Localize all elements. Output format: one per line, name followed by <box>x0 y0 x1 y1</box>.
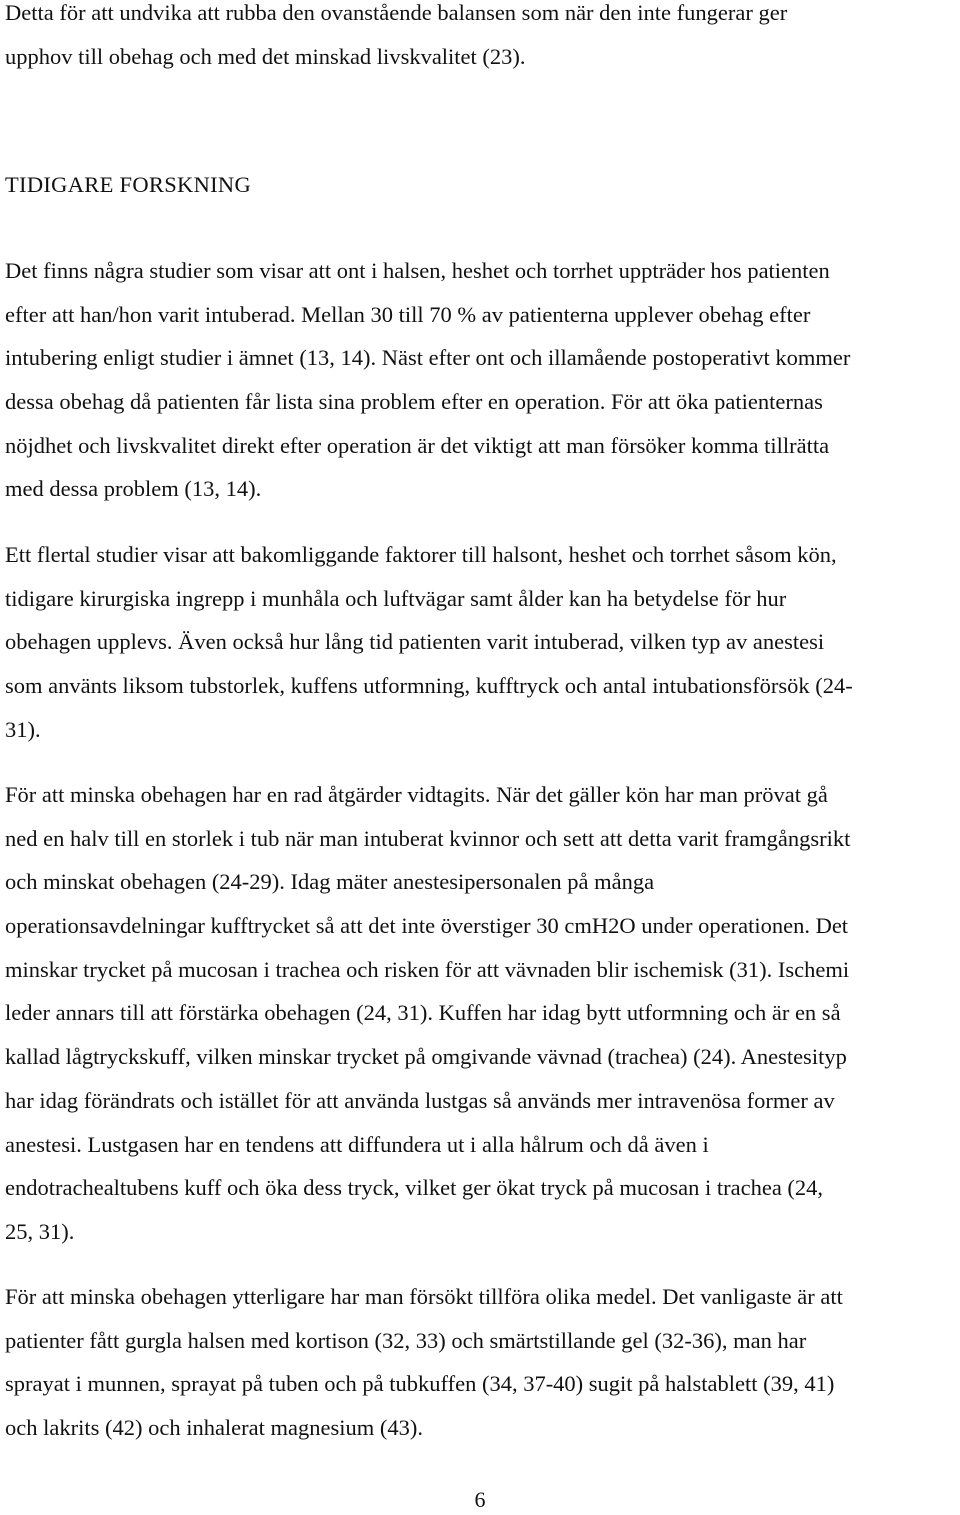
text-line: har idag förändrats och istället för att använda lustgas så används mer intravenösa former av <box>5 1087 835 1113</box>
text-line: patienter fått gurgla halsen med kortison (32, 33) och smärtstillande gel (32-36), man har <box>5 1327 807 1353</box>
text-line: efter att han/hon varit intuberad. Mellan 30 till 70 % av patienterna upplever obehag efter <box>5 301 811 327</box>
text-line: och lakrits (42) och inhalerat magnesium (43). <box>5 1415 423 1441</box>
text-line: obehagen upplevs. Även också hur lång tid patienten varit intuberad, vilken typ av anestesi <box>5 629 825 655</box>
text-line: upphov till obehag och med det minskad livskvalitet (23). <box>5 43 526 69</box>
text-line: Ett flertal studier visar att bakomliggande faktorer till halsont, heshet och torrhet såsom kön, <box>5 542 837 567</box>
text-line: ned en halv till en storlek i tub när man intuberat kvinnor och sett att detta varit framgångsrikt <box>5 825 851 851</box>
text-line: dessa obehag då patienten får lista sina problem efter en operation. För att öka patienternas <box>5 389 823 415</box>
text-line: operationsavdelningar kufftrycket så att det inte överstiger 30 cmH2O under operationen. Det <box>5 913 849 939</box>
page-number: 6 <box>474 1487 486 1512</box>
intro-paragraph <box>5 0 957 78</box>
text-line: som använts liksom tubstorlek, kuffens utformning, kufftryck och antal intubationsförsök (24- <box>5 673 853 699</box>
text-line: För att minska obehagen ytterligare har man försökt tillföra olika medel. Det vanligaste är att <box>5 1284 843 1309</box>
paragraph-4 <box>5 1275 957 1450</box>
text-line: nöjdhet och livskvalitet direkt efter operation är det viktigt att man försöker komma tillrätta <box>5 432 830 458</box>
text-line: och minskat obehagen (24-29). Idag mäter anestesipersonalen på många <box>5 869 655 895</box>
text-line: endotrachealtubens kuff och öka dess tryck, vilket ger ökat tryck på mucosan i trachea (24, <box>5 1175 824 1201</box>
paragraph-1 <box>5 249 957 511</box>
text-line: anestesi. Lustgasen har en tendens att diffundera ut i alla hålrum och då även i <box>5 1131 709 1157</box>
text-line: med dessa problem (13, 14). <box>5 476 262 502</box>
text-line: kallad lågtryckskuff, vilken minskar trycket på omgivande vävnad (trachea) (24). Anestesityp <box>5 1044 847 1070</box>
text-line: För att minska obehagen har en rad åtgärder vidtagits. När det gäller kön har man prövat gå <box>5 782 828 807</box>
text-line: 25, 31). <box>5 1218 75 1244</box>
text-line: Detta för att undvika att rubba den ovanstående balansen som när den inte fungerar ger <box>5 0 788 25</box>
paragraph-2 <box>5 533 957 751</box>
text-line: Det finns några studier som visar att ont i halsen, heshet och torrhet uppträder hos patienten <box>5 258 830 283</box>
section-heading: TIDIGARE FORSKNING <box>5 172 252 197</box>
text-line: 31). <box>5 716 41 742</box>
text-line: tidigare kirurgiska ingrepp i munhåla och luftvägar samt ålder kan ha betydelse för hur <box>5 585 787 611</box>
text-line: intubering enligt studier i ämnet (13, 14). Näst efter ont och illamående postoperativt kommer <box>5 345 851 371</box>
paragraph-3 <box>5 773 957 1254</box>
text-line: sprayat i munnen, sprayat på tuben och på tubkuffen (34, 37-40) sugit på halstablett (39, 41) <box>5 1371 835 1397</box>
text-line: minskar trycket på mucosan i trachea och risken för att vävnaden blir ischemisk (31). Ischemi <box>5 956 850 982</box>
text-line: leder annars till att förstärka obehagen (24, 31). Kuffen har idag bytt utformning och är en så <box>5 1000 841 1026</box>
